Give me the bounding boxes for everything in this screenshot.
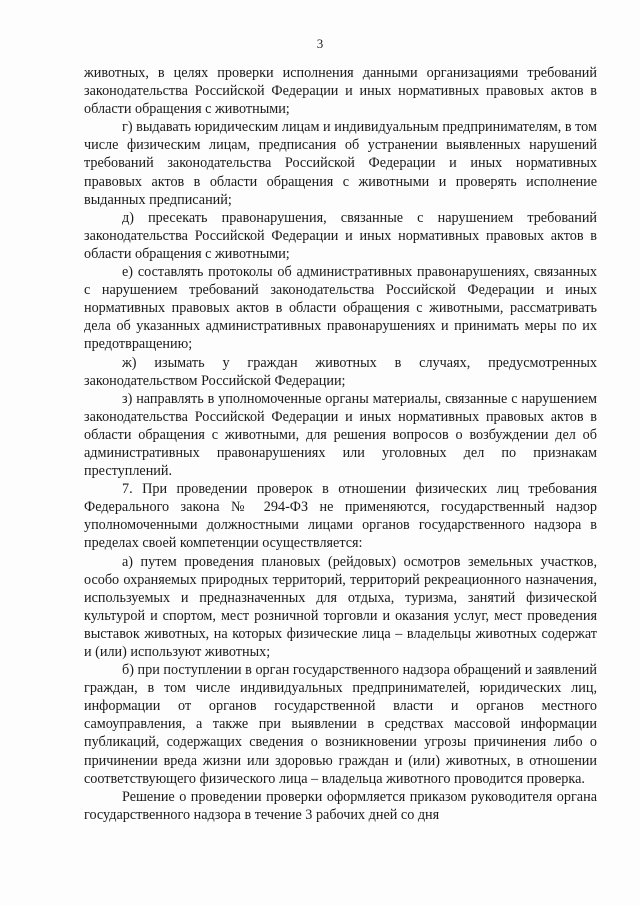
paragraph-item-a: а) путем проведения плановых (рейдовых) осмотров земельных участков, особо охраняемых природных территорий, территорий рекреационного назначения, используемых и предназначенных для отдыха, туризма, занятий физической культурой и спортом, мест розничной торговли и оказания услуг, мест проведения выставок животных, на которых физические лица – владельцы животных содержат и (или) используют животных; bbox=[84, 553, 597, 660]
document-body bbox=[84, 64, 597, 824]
paragraph-decision: Решение о проведении проверки оформляется приказом руководителя органа государственного надзора в течение 3 рабочих дней со дня bbox=[84, 788, 597, 823]
paragraph-section-7: 7. При проведении проверок в отношении физических лиц требования Федерального закона № 294-ФЗ не применяются, государственный надзор уполномоченными должностными лицами органов государственного надзора в пределах своей компетенции осуществляется: bbox=[84, 481, 597, 552]
page-number: 3 bbox=[316, 36, 324, 51]
paragraph-item-z: з) направлять в уполномоченные органы материалы, связанные с нарушением законодательства Российской Федерации и иных нормативных правовых актов в области обращения с животными, для решения вопросов о возбуждении дел об административных правонарушениях или уголовных дел по признакам преступлений. bbox=[84, 390, 597, 480]
paragraph-item-d: д) пресекать правонарушения, связанные с нарушением требований законодательства Российской Федерации и иных нормативных правовых актов в области обращения с животными; bbox=[84, 209, 597, 262]
paragraph-item-zh: ж) изымать у граждан животных в случаях, предусмотренных законодательством Российской Федерации; bbox=[84, 354, 597, 389]
paragraph-item-b: б) при поступлении в орган государственного надзора обращений и заявлений граждан, в том числе индивидуальных предпринимателей, юридических лиц, информации от органов государственной власти и органов местного самоуправления, а также при выявлении в средствах массовой информации публикаций, содержащих сведения о возникновении угрозы причинения либо о причинении вреда жизни или здоровью граждан и (или) животных, в отношении соответствующего физического лица – владельца животного проводится проверка. bbox=[84, 662, 597, 787]
paragraph-item-e: е) составлять протоколы об административных правонарушениях, связанных с нарушением требований законодательства Российской Федерации и иных нормативных правовых актов в области обращения с животными, рассматривать дела об указанных административных правонарушениях и принимать меры по их предотвращению; bbox=[84, 264, 597, 353]
paragraph-continuation: животных, в целях проверки исполнения данными организациями требований законодательства Российской Федерации и иных нормативных правовых актов в области обращения с животными; bbox=[84, 65, 597, 118]
paragraph-item-g: г) выдавать юридическим лицам и индивидуальным предпринимателям, в том числе физическим лицам, предписания об устранении выявленных нарушений требований законодательства Российской Федерации и иных нормативных правовых актов в области обращения с животными и проверять исполнение выданных предписаний; bbox=[84, 119, 597, 208]
